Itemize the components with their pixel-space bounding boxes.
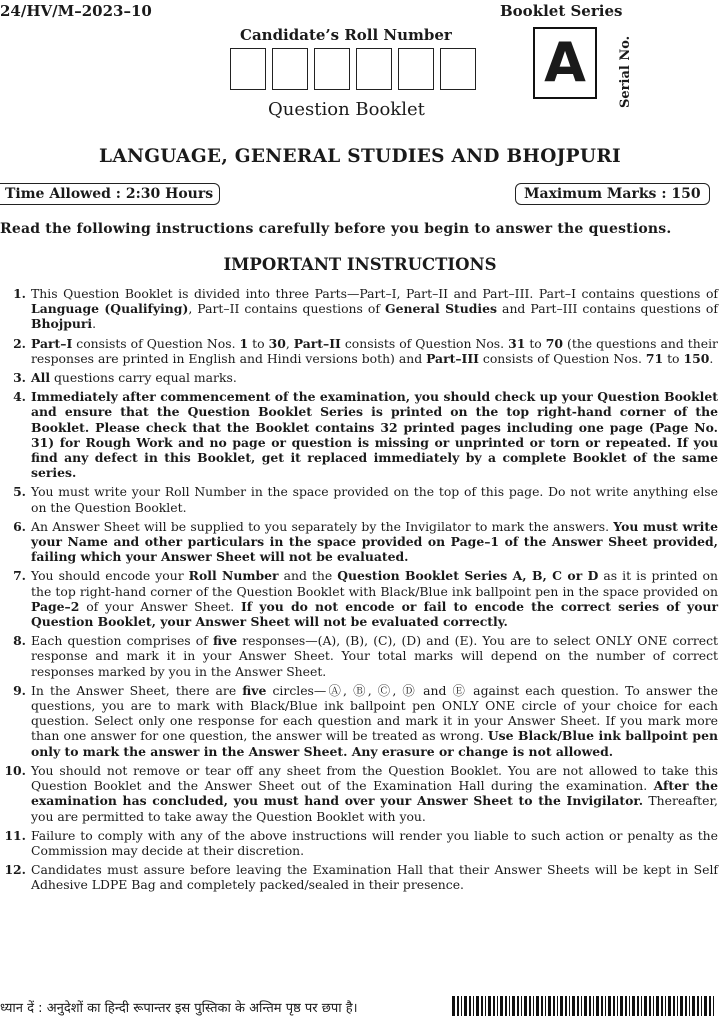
instruction-number: 3. <box>13 370 26 386</box>
instruction-text: An Answer Sheet will be supplied to you separately by the Invigilator to mark the answers. You must write your Name and other particulars in the space provided on Page–1 of the Answer Sheet provided, failing which your Answer Sheet will not be evaluated. <box>31 518 718 565</box>
question-booklet-label: Question Booklet <box>268 99 425 120</box>
barcode-bar <box>629 996 630 1016</box>
read-instruction: Read the following instructions carefully before you begin to answer the questions. <box>0 221 672 237</box>
roll-number-label: Candidate’s Roll Number <box>240 26 452 44</box>
maximum-marks: Maximum Marks : 150 <box>515 183 710 205</box>
barcode-bar <box>521 996 522 1016</box>
barcode-bar <box>656 996 659 1016</box>
instruction-text: In the Answer Sheet, there are five circles—Ⓐ, Ⓑ, Ⓒ, Ⓓ and Ⓔ against each question. To answer the questions, you are to mark with Black/Blue ink ballpoint pen ONLY ONE circle of your choice for each question. Select only one response for each question and mark it in your Answer Sheet. If you mark more than one answer for one question, the answer will be treated as wrong. Use Black/Blue ink ballpoint pen only to mark the answer in the Answer Sheet. Any erasure or change is not allowed. <box>31 682 718 759</box>
barcode <box>452 996 718 1016</box>
instruction-text: You must write your Roll Number in the space provided on the top of this page. Do not write anything else on the Question Booklet. <box>31 484 718 515</box>
barcode-bar <box>644 996 647 1016</box>
barcode-bar <box>661 996 663 1016</box>
barcode-bar <box>565 996 567 1016</box>
instruction-list <box>0 286 718 897</box>
instruction-text: Candidates must assure before leaving the Examination Hall that their Answer Sheets will be kept in Self Adhesive LDPE Bag and completely packed/sealed in their presence. <box>31 862 718 893</box>
instruction-number: 4. <box>13 389 26 405</box>
roll-number-box[interactable] <box>440 48 476 90</box>
instruction-number: 8. <box>13 633 26 649</box>
instruction-text: You should not remove or tear off any sheet from the Question Booklet. You are not allowed to take this Question Booklet and the Answer Sheet out of the Examination Hall during the examination. After the examination has concluded, you must hand over your Answer Sheet to the Invigilator. Thereafter, you are permitted to take away the Question Booklet with you. <box>31 762 718 824</box>
barcode-bar <box>524 996 527 1016</box>
series-letter-box: A <box>533 27 597 99</box>
barcode-bar <box>584 996 587 1016</box>
barcode-bar <box>517 996 519 1016</box>
instruction-item <box>0 763 718 824</box>
barcode-bar <box>589 996 591 1016</box>
barcode-bar <box>613 996 615 1016</box>
barcode-bar <box>509 996 510 1016</box>
barcode-bar <box>548 996 551 1016</box>
barcode-bar <box>569 996 570 1016</box>
instruction-text: Immediately after commencement of the examination, you should check up your Question Booklet and ensure that the Question Booklet Series is printed on the top right-hand corner of the Booklet. Please check that the Booklet contains 32 printed pages including one page (Page No. 31) for Rough Work and no page or question is missing or unprinted or torn or repeated. If you find any defect in this Booklet, get it replaced immediately by a complete Booklet of the same series. <box>31 389 718 481</box>
barcode-bar <box>620 996 623 1016</box>
barcode-bar <box>469 996 471 1016</box>
serial-no-label: Serial No. <box>618 35 633 108</box>
barcode-bar <box>709 996 711 1016</box>
barcode-bar <box>701 996 702 1016</box>
instruction-text: Part–I consists of Question Nos. 1 to 30, Part–II consists of Question Nos. 31 to 70 (the questions and their responses are printed in English and Hindi versions both) and Part–III consists of Question Nos. 71 to 150. <box>31 335 718 366</box>
barcode-bar <box>457 996 459 1016</box>
barcode-bar <box>697 996 699 1016</box>
barcode-bar <box>617 996 618 1016</box>
barcode-bar <box>505 996 507 1016</box>
instruction-number: 10. <box>4 762 26 778</box>
barcode-bar <box>577 996 579 1016</box>
barcode-bar <box>692 996 695 1016</box>
barcode-bar <box>572 996 575 1016</box>
instruction-number: 5. <box>13 484 26 500</box>
barcode-bar <box>677 996 678 1016</box>
instruction-text: You should encode your Roll Number and the Question Booklet Series A, B, C or D as it is printed on the top right-hand corner of the Question Booklet with Black/Blue ink ballpoint pen in the space provided on Page–2 of your Answer Sheet. If you do not encode or fail to encode the correct series of your Question Booklet, your Answer Sheet will not be evaluated correctly. <box>31 568 719 630</box>
roll-number-box[interactable] <box>230 48 266 90</box>
barcode-bar <box>553 996 555 1016</box>
barcode-bar <box>512 996 515 1016</box>
instruction-number: 11. <box>4 827 26 843</box>
instruction-item <box>0 336 718 366</box>
barcode-bar <box>452 996 455 1016</box>
roll-number-box[interactable] <box>356 48 392 90</box>
barcode-bar <box>557 996 558 1016</box>
barcode-bar <box>680 996 683 1016</box>
instruction-item <box>0 519 718 565</box>
barcode-bar <box>649 996 651 1016</box>
barcode-bar <box>461 996 462 1016</box>
instruction-item <box>0 389 718 480</box>
instruction-text: This Question Booklet is divided into three Parts—Part–I, Part–II and Part–III. Part–I contains questions of Language (Qualifying), Part–II contains questions of General Studies and Part–III contains questions of Bhojpuri. <box>31 286 718 332</box>
barcode-bar <box>601 996 603 1016</box>
barcode-bar <box>533 996 534 1016</box>
page-title: LANGUAGE, GENERAL STUDIES AND BHOJPURI <box>99 146 621 167</box>
barcode-bar <box>529 996 531 1016</box>
barcode-bar <box>464 996 467 1016</box>
instruction-text: All questions carry equal marks. <box>31 370 237 386</box>
barcode-bar <box>481 996 483 1016</box>
barcode-bar <box>476 996 479 1016</box>
instruction-text: Each question comprises of five responses—(A), (B), (C), (D) and (E). You are to select ONLY ONE correct response and mark it in your Answer Sheet. Your total marks will depend on the number of correct responses marked by you in the Answer Sheet. <box>31 633 718 679</box>
barcode-bar <box>704 996 707 1016</box>
barcode-bar <box>473 996 474 1016</box>
important-instructions-title: IMPORTANT INSTRUCTIONS <box>223 255 497 274</box>
barcode-bar <box>560 996 563 1016</box>
instruction-number: 9. <box>13 682 26 698</box>
roll-number-box[interactable] <box>272 48 308 90</box>
barcode-bar <box>637 996 639 1016</box>
barcode-bar <box>689 996 690 1016</box>
instruction-item <box>0 370 718 385</box>
barcode-bar <box>625 996 627 1016</box>
barcode-bar <box>500 996 503 1016</box>
barcode-bar <box>497 996 498 1016</box>
barcode-bar <box>581 996 582 1016</box>
booklet-series-label: Booklet Series <box>500 2 623 20</box>
roll-number-box[interactable] <box>314 48 350 90</box>
instruction-number: 7. <box>13 568 26 584</box>
barcode-bar <box>641 996 642 1016</box>
barcode-bar <box>685 996 687 1016</box>
barcode-bar <box>485 996 486 1016</box>
instruction-item <box>0 862 718 892</box>
instruction-number: 6. <box>13 518 26 534</box>
barcode-bar <box>536 996 539 1016</box>
barcode-bar <box>632 996 635 1016</box>
instruction-item <box>0 633 718 679</box>
barcode-bar <box>596 996 599 1016</box>
barcode-bar <box>605 996 606 1016</box>
instruction-item <box>0 484 718 514</box>
instruction-item <box>0 568 718 629</box>
barcode-bar <box>653 996 654 1016</box>
barcode-bar <box>665 996 666 1016</box>
instruction-number: 1. <box>13 286 26 301</box>
barcode-bar <box>668 996 671 1016</box>
instruction-item <box>0 286 718 332</box>
instruction-number: 2. <box>13 335 26 351</box>
barcode-bar <box>593 996 594 1016</box>
instruction-text: Failure to comply with any of the above instructions will render you liable to such action or penalty as the Commission may decide at their discretion. <box>31 827 718 858</box>
barcode-bar <box>673 996 675 1016</box>
instruction-item <box>0 683 718 759</box>
time-allowed: Time Allowed : 2:30 Hours <box>0 183 220 205</box>
hindi-note: ध्यान दें : अनुदेशों का हिन्दी रूपान्तर इस पुस्तिका के अन्तिम पृष्ठ पर छपा है। <box>0 1001 358 1016</box>
barcode-bar <box>608 996 611 1016</box>
barcode-bar <box>488 996 491 1016</box>
barcode-bar <box>545 996 546 1016</box>
barcode-bar <box>713 996 714 1016</box>
barcode-bar <box>541 996 543 1016</box>
barcode-bar <box>493 996 495 1016</box>
instruction-item <box>0 828 718 858</box>
roll-number-box[interactable] <box>398 48 434 90</box>
paper-code: 24/HV/M–2023–10 <box>0 2 152 20</box>
roll-number-boxes <box>230 48 482 90</box>
instruction-number: 12. <box>4 862 26 878</box>
